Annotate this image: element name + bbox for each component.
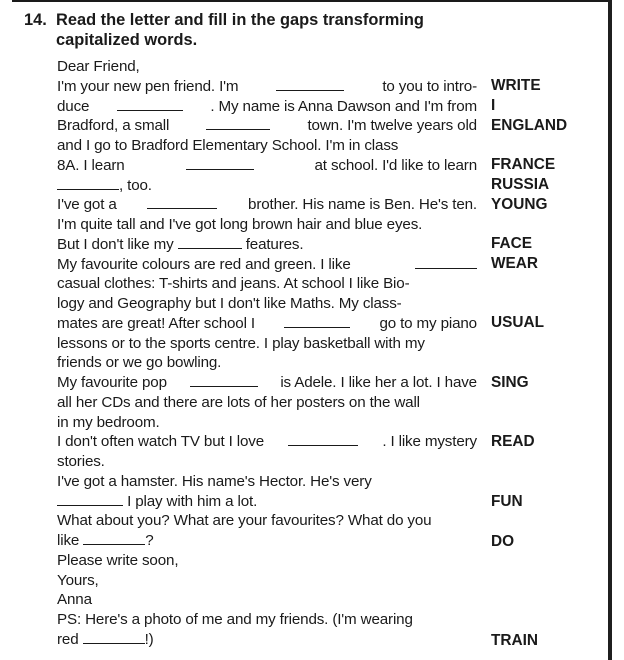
letter-line: red !) (57, 630, 154, 648)
gap-blank[interactable] (83, 630, 145, 644)
letter-line: My favourite colours are red and green. I like (57, 255, 477, 275)
letter-line: in my bedroom. (57, 413, 160, 431)
right-edge-bar (608, 0, 612, 660)
keyword-sing: SING (491, 374, 529, 391)
letter-line: and I go to Bradford Elementary School. I'm in class (57, 137, 399, 154)
keyword-france: FRANCE (491, 156, 556, 173)
letter-line: I've got a hamster. His name's Hector. He's very (57, 472, 372, 490)
letter-line: mates are great! After school I go to my piano (57, 314, 477, 332)
keyword-do: DO (491, 533, 515, 550)
gap-blank[interactable] (284, 314, 350, 328)
keyword-england: ENGLAND (491, 117, 568, 134)
letter-line: Anna (57, 591, 92, 609)
keyword-russia: RUSSIA (491, 176, 550, 193)
instruction-line-2: capitalized words. (56, 31, 198, 49)
exercise-number: 14. (24, 11, 47, 29)
letter-line: But I don't like my features. (57, 235, 304, 253)
letter-line: PS: Here's a photo of me and my friends. (I'm wearing (57, 611, 413, 628)
gap-blank[interactable] (190, 373, 258, 387)
keyword-usual: USUAL (491, 314, 545, 331)
keyword-train: TRAIN (491, 632, 539, 649)
top-rule (12, 0, 608, 2)
keyword-i: I (491, 97, 496, 114)
keyword-young: YOUNG (491, 196, 548, 213)
letter-line: duce . My name is Anna Dawson and I'm from (57, 97, 477, 115)
gap-blank[interactable] (206, 116, 270, 130)
gap-blank[interactable] (147, 195, 217, 209)
letter-line: all her CDs and there are lots of her posters on the wall (57, 393, 420, 411)
letter-line: I don't often watch TV but I love . I like mystery (57, 433, 477, 451)
gap-blank[interactable] (83, 531, 145, 545)
letter-line: lessons or to the sports centre. I play basketball with my (57, 334, 425, 352)
keyword-fun: FUN (491, 493, 523, 510)
letter-line: I'm quite tall and I've got long brown hair and blue eyes. (57, 216, 423, 233)
letter-line: Bradford, a small town. I'm twelve years old (57, 117, 477, 135)
keyword-write: WRITE (491, 77, 541, 94)
letter-line: What about you? What are your favourites? What do you (57, 512, 432, 530)
letter-line: casual clothes: T-shirts and jeans. At school I like Bio- (57, 275, 410, 293)
letter-line: My favourite pop is Adele. I like her a lot. I have (57, 374, 477, 391)
instruction-line-1: Read the letter and fill in the gaps transforming (56, 11, 424, 29)
letter-line: I'm your new pen friend. I'm to you to intro- (57, 77, 477, 95)
gap-blank[interactable] (178, 235, 242, 249)
letter-body (57, 57, 477, 650)
letter-line: I've got a brother. His name is Ben. He's ten. (57, 196, 477, 214)
letter-line: Yours, (57, 571, 99, 589)
letter-line: 8A. I learn at school. I'd like to learn (57, 156, 477, 174)
letter-line: stories. (57, 453, 105, 470)
gap-blank[interactable] (57, 492, 123, 506)
keyword-face: FACE (491, 235, 533, 252)
letter-line: , too. (57, 176, 477, 196)
gap-blank[interactable] (57, 176, 119, 190)
gap-blank[interactable] (288, 432, 358, 446)
gap-blank[interactable] (415, 255, 477, 269)
letter-line: logy and Geography but I don't like Maths. My class- (57, 295, 402, 312)
exercise-heading (24, 10, 494, 50)
letter-line: friends or we go bowling. (57, 354, 222, 372)
gap-blank[interactable] (276, 77, 344, 91)
letter-line: Please write soon, (57, 551, 179, 569)
keyword-read: READ (491, 433, 535, 450)
letter-line: Dear Friend, (57, 58, 140, 75)
letter-line: like ? (57, 532, 154, 549)
keyword-wear: WEAR (491, 255, 539, 272)
gap-blank[interactable] (117, 97, 183, 111)
gap-blank[interactable] (186, 156, 254, 170)
letter-line: I play with him a lot. (57, 492, 477, 512)
